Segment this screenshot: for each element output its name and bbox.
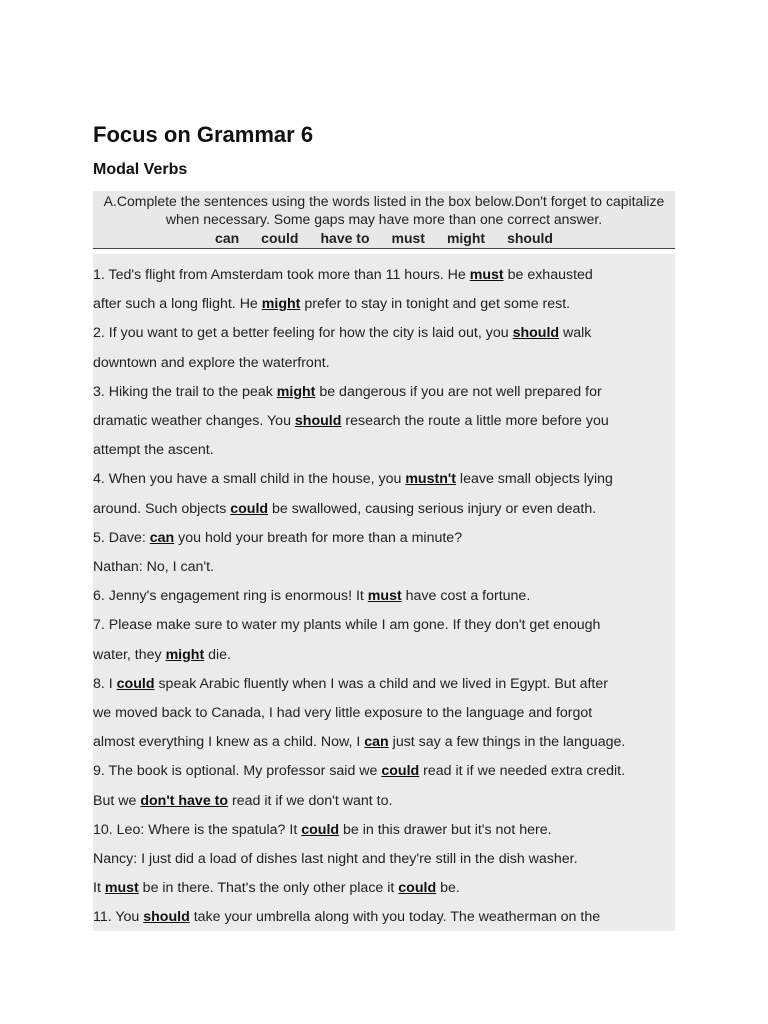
exercise-line <box>93 845 675 874</box>
answer-word: might <box>276 383 316 400</box>
sentence-text: 7. Please make sure to water my plants while I am gone. If they don't get enough <box>93 617 601 634</box>
sentence-text: 11. You <box>93 909 144 926</box>
exercise-line <box>93 465 675 494</box>
sentence-text: But we <box>93 792 141 809</box>
answer-word: could <box>230 500 269 517</box>
sentence-text: water, they <box>93 646 166 663</box>
instructions-box <box>93 191 675 249</box>
answer-word: mustn't <box>405 471 456 488</box>
word-bank-item: must <box>391 230 425 246</box>
exercise-line <box>93 261 675 290</box>
answer-word: can <box>149 529 175 546</box>
sentence-text: attempt the ascent. <box>93 442 214 459</box>
exercise-line <box>93 319 675 348</box>
exercise-line <box>93 670 675 699</box>
worksheet-page <box>93 118 675 931</box>
sentence-text: 10. Leo: Where is the spatula? It <box>93 821 302 838</box>
answer-word: could <box>398 880 437 897</box>
answer-word: should <box>294 413 342 430</box>
answer-word: don't have to <box>140 792 229 809</box>
exercise-line <box>93 407 675 436</box>
sentence-text: walk <box>559 325 592 342</box>
exercise-body <box>93 254 675 931</box>
sentence-text: we moved back to Canada, I had very little exposure to the language and forgot <box>93 705 593 722</box>
answer-word: could <box>381 763 420 780</box>
sentence-text: be swallowed, causing serious injury or even death. <box>268 500 597 517</box>
sentence-text: read it if we don't want to. <box>228 792 393 809</box>
answer-word: could <box>301 821 340 838</box>
sentence-text: 6. Jenny's engagement ring is enormous! It <box>93 588 368 605</box>
exercise-line <box>93 787 675 816</box>
answer-word: must <box>367 588 402 605</box>
exercise-line <box>93 903 675 931</box>
sentence-text: around. Such objects <box>93 500 231 517</box>
answer-word: should <box>143 909 190 926</box>
sentence-text: read it if we needed extra credit. <box>419 763 626 780</box>
sentence-text: 3. Hiking the trail to the peak <box>93 383 277 400</box>
exercise-line <box>93 495 675 524</box>
section-heading: Modal Verbs <box>93 161 188 178</box>
instructions-text: A.Complete the sentences using the words listed in the box below.Don't forget to capitalize when necessary. Some gaps may have more than one correct answer. <box>103 193 665 227</box>
sentence-text: 8. I <box>93 675 117 692</box>
word-bank-item: could <box>261 230 299 246</box>
exercise-line <box>93 378 675 407</box>
exercise-line <box>93 524 675 553</box>
exercise-line <box>93 728 675 757</box>
answer-word: must <box>104 880 139 897</box>
sentence-text: leave small objects lying <box>455 471 613 488</box>
answer-word: might <box>165 646 205 663</box>
exercise-line <box>93 641 675 670</box>
sentence-text: research the route a little more before you <box>341 413 609 430</box>
sentence-text: Nathan: No, I can't. <box>93 559 215 576</box>
sentence-text: die. <box>204 646 232 663</box>
sentence-text: 9. The book is optional. My professor said we <box>93 763 382 780</box>
sentence-text: after such a long flight. He <box>93 296 262 313</box>
sentence-text: be. <box>436 880 460 897</box>
sentence-text: just say a few things in the language. <box>388 734 626 751</box>
answer-word: could <box>116 675 155 692</box>
exercise-line <box>93 349 675 378</box>
exercise-line <box>93 290 675 319</box>
sentence-text: almost everything I knew as a child. Now, I <box>93 734 365 751</box>
exercise-line <box>93 611 675 640</box>
sentence-text: be dangerous if you are not well prepared for <box>315 383 602 400</box>
word-bank <box>99 229 669 247</box>
exercise-line <box>93 582 675 611</box>
sentence-text: speak Arabic fluently when I was a child and we lived in Egypt. But after <box>154 675 608 692</box>
page-title: Focus on Grammar 6 <box>93 122 314 147</box>
sentence-text: 2. If you want to get a better feeling for how the city is laid out, you <box>93 325 513 342</box>
exercise-line <box>93 436 675 465</box>
answer-word: might <box>261 296 301 313</box>
sentence-text: be in there. That's the only other place it <box>138 880 399 897</box>
sentence-text: have cost a fortune. <box>401 588 531 605</box>
sentence-text: 1. Ted's flight from Amsterdam took more than 11 hours. He <box>93 267 470 283</box>
sentence-text: 5. Dave: <box>93 529 150 546</box>
sentence-text: take your umbrella along with you today. The weatherman on the <box>189 909 601 926</box>
word-bank-item: should <box>507 230 553 246</box>
exercise-line <box>93 553 675 582</box>
exercise-line <box>93 699 675 728</box>
sentence-text: dramatic weather changes. You <box>93 413 295 430</box>
word-bank-item: have to <box>320 230 370 246</box>
sentence-text: you hold your breath for more than a minute? <box>174 529 463 546</box>
sentence-text: be in this drawer but it's not here. <box>339 821 552 838</box>
answer-word: can <box>364 734 389 751</box>
answer-word: must <box>469 267 504 283</box>
word-bank-item: might <box>446 230 486 246</box>
sentence-text: be exhausted <box>503 267 593 283</box>
word-bank-item: can <box>215 230 240 246</box>
sentence-text: Nancy: I just did a load of dishes last night and they're still in the dish washer. <box>93 851 578 868</box>
exercise-line <box>93 816 675 845</box>
answer-word: should <box>512 325 560 342</box>
sentence-text: It <box>93 880 105 897</box>
sentence-text: 4. When you have a small child in the house, you <box>93 471 406 488</box>
sentence-text: prefer to stay in tonight and get some rest. <box>300 296 571 313</box>
exercise-line <box>93 757 675 786</box>
exercise-line <box>93 874 675 903</box>
sentence-text: downtown and explore the waterfront. <box>93 354 330 371</box>
